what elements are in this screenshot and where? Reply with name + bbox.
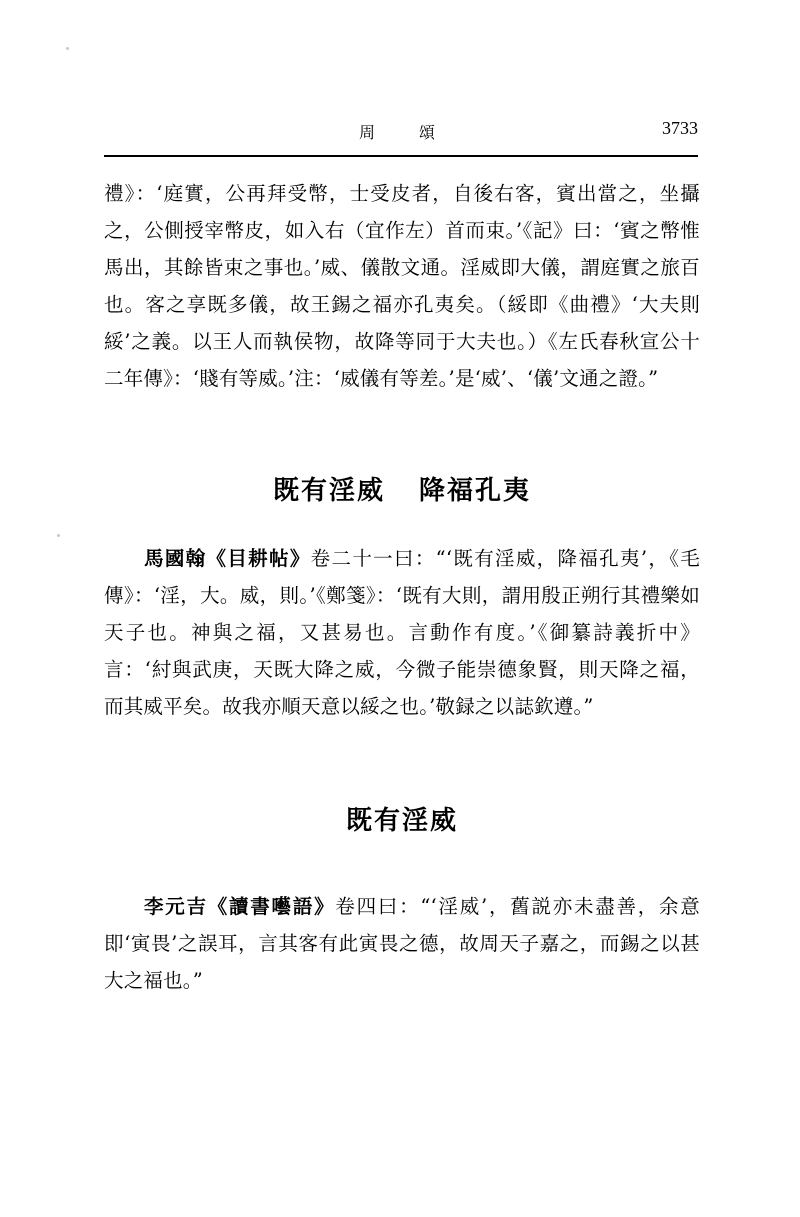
paragraph-continuation xyxy=(104,175,700,397)
page-number: 3733 xyxy=(662,118,698,138)
page-speck xyxy=(57,534,60,537)
section-heading-2: 既有淫威 xyxy=(345,806,458,836)
paragraph-group xyxy=(104,888,700,999)
author-name-1: 馬國翰 xyxy=(144,547,207,570)
paragraph-text: 卷二十一曰：“‘既有淫威，降福孔夷’，《毛傳》：‘淫，大。威，則。’《鄭箋》：‘既有大則，謂用殷正朔行其禮樂如天子也。神與之福，又甚易也。言動作有度。’《御纂詩義折中》言：‘紂與武庚，天既大降之威，今微子能崇德象賢，則天降之福，而其威平矣。故我亦順天意以綏之也。’敬録之以誌欽遵。” xyxy=(104,547,700,718)
section-heading-1-part-a: 既有淫威 xyxy=(272,476,385,506)
commentary-block-1 xyxy=(104,540,700,725)
paragraph-text: 禮》：‘庭實，公再拜受幣，士受皮者，自後右客，賓出當之，坐攝之，公側授宰幣皮，如入右（宜作左）首而束。’《記》曰：‘賓之幣惟馬出，其餘皆束之事也。’威、儀散文通。淫威即大儀，謂庭實之旅百也。客之享既多儀，故王錫之福亦孔夷矣。（綏即《曲禮》‘大夫則綏’之義。以王人而執侯物，故降等同于大夫也。）《左氏春秋宣公十二年傳》：‘賤有等威。’注：‘威儀有等差。’是‘威’、‘儀’文通之證。” xyxy=(104,182,700,390)
running-head-title: 周 頌 xyxy=(359,123,450,142)
page-header xyxy=(104,120,698,154)
work-title-1: 《目耕帖》 xyxy=(206,547,311,570)
section-heading-1-part-b: 降福孔夷 xyxy=(419,476,532,506)
author-name-2: 李元吉 xyxy=(144,895,208,918)
header-rule xyxy=(104,155,698,157)
paragraph-text: 卷四曰：“‘淫威’，舊説亦未盡善，余意即‘寅畏’之誤耳，言其客有此寅畏之德，故周天子嘉之，而錫之以甚大之福也。” xyxy=(104,895,701,992)
work-title-2: 《讀書囈語》 xyxy=(207,895,336,918)
section-heading-1 xyxy=(104,470,700,507)
page-speck xyxy=(66,47,69,50)
paragraph-group xyxy=(104,540,700,725)
commentary-block-2 xyxy=(104,888,700,999)
